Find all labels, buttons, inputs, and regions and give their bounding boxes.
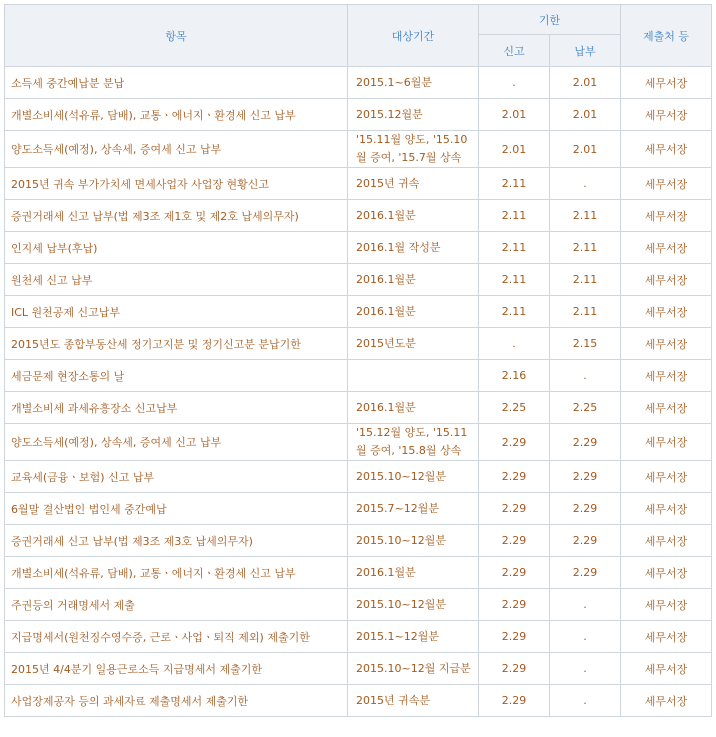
row-period: '15.12월 양도, '15.11월 증여, '15.8월 상속 [348, 424, 479, 461]
table-row [5, 360, 712, 392]
row-report-date: 2.29 [479, 493, 550, 525]
row-payment-date: . [550, 168, 621, 200]
row-report-date: 2.16 [479, 360, 550, 392]
table-row [5, 685, 712, 717]
row-payment-date: 2.25 [550, 392, 621, 424]
row-report-date: 2.01 [479, 99, 550, 131]
row-period: 2015.10~12월분 [348, 525, 479, 557]
row-item: 개별소비세(석유류, 담배), 교통ㆍ에너지ㆍ환경세 신고 납부 [5, 99, 348, 131]
table-row [5, 328, 712, 360]
row-period: 2015.12월분 [348, 99, 479, 131]
row-office: 세무서장 [621, 200, 712, 232]
row-report-date: 2.29 [479, 525, 550, 557]
row-payment-date: 2.11 [550, 232, 621, 264]
row-office: 세무서장 [621, 525, 712, 557]
row-period: 2015.10~12월 지급분 [348, 653, 479, 685]
row-payment-date: 2.01 [550, 131, 621, 168]
row-item: 지급명세서(원천징수영수증, 근로ㆍ사업ㆍ퇴직 제외) 제출기한 [5, 621, 348, 653]
table-row [5, 392, 712, 424]
row-period: 2015.1~6월분 [348, 67, 479, 99]
row-payment-date: 2.01 [550, 99, 621, 131]
row-office: 세무서장 [621, 131, 712, 168]
row-office: 세무서장 [621, 589, 712, 621]
table-row [5, 424, 712, 461]
row-report-date: 2.29 [479, 461, 550, 493]
row-report-date: 2.11 [479, 168, 550, 200]
table-row [5, 589, 712, 621]
row-period: 2015.10~12월분 [348, 589, 479, 621]
row-payment-date: . [550, 589, 621, 621]
row-payment-date: 2.11 [550, 264, 621, 296]
row-office: 세무서장 [621, 653, 712, 685]
row-item: 원천세 신고 납부 [5, 264, 348, 296]
row-payment-date: 2.11 [550, 200, 621, 232]
row-item: 주권등의 거래명세서 제출 [5, 589, 348, 621]
header-office: 제출처 등 [621, 5, 712, 67]
row-item: 2015년도 종합부동산세 정기고지분 및 정기신고분 분납기한 [5, 328, 348, 360]
table-row [5, 296, 712, 328]
row-report-date: 2.29 [479, 653, 550, 685]
row-report-date: 2.29 [479, 589, 550, 621]
table-row [5, 232, 712, 264]
table-row [5, 264, 712, 296]
row-office: 세무서장 [621, 621, 712, 653]
row-payment-date: 2.11 [550, 296, 621, 328]
row-period: 2015.7~12월분 [348, 493, 479, 525]
row-office: 세무서장 [621, 232, 712, 264]
table-row [5, 653, 712, 685]
row-item: 2015년 귀속 부가가치세 면세사업자 사업장 현황신고 [5, 168, 348, 200]
table-row [5, 493, 712, 525]
row-item: 양도소득세(예정), 상속세, 증여세 신고 납부 [5, 424, 348, 461]
header-report: 신고 [479, 35, 550, 67]
row-period: 2016.1월분 [348, 557, 479, 589]
table-row [5, 131, 712, 168]
row-item: 개별소비세 과세유흥장소 신고납부 [5, 392, 348, 424]
table-row [5, 200, 712, 232]
row-office: 세무서장 [621, 493, 712, 525]
row-payment-date: . [550, 621, 621, 653]
row-payment-date: 2.01 [550, 67, 621, 99]
row-payment-date: . [550, 360, 621, 392]
row-period: 2016.1월분 [348, 200, 479, 232]
row-item: 교육세(금융ㆍ보험) 신고 납부 [5, 461, 348, 493]
row-item: 개별소비세(석유류, 담배), 교통ㆍ에너지ㆍ환경세 신고 납부 [5, 557, 348, 589]
row-item: 양도소득세(예정), 상속세, 증여세 신고 납부 [5, 131, 348, 168]
row-period: '15.11월 양도, '15.10월 증여, '15.7월 상속 [348, 131, 479, 168]
header-payment: 납부 [550, 35, 621, 67]
row-item: 2015년 4/4분기 일용근로소득 지급명세서 제출기한 [5, 653, 348, 685]
table-row [5, 557, 712, 589]
table-row [5, 168, 712, 200]
row-office: 세무서장 [621, 168, 712, 200]
row-period: 2016.1월분 [348, 392, 479, 424]
row-item: 사업장제공자 등의 과세자료 제출명세서 제출기한 [5, 685, 348, 717]
row-item: 6월말 결산법인 법인세 중간예납 [5, 493, 348, 525]
table-row [5, 99, 712, 131]
row-item: 증권거래세 신고 납부(법 제3조 제1호 및 제2호 납세의무자) [5, 200, 348, 232]
row-payment-date: 2.29 [550, 461, 621, 493]
row-report-date: 2.25 [479, 392, 550, 424]
row-report-date: 2.11 [479, 264, 550, 296]
table-row [5, 461, 712, 493]
row-period: 2015.1~12월분 [348, 621, 479, 653]
header-period: 대상기간 [348, 5, 479, 67]
row-payment-date: 2.29 [550, 424, 621, 461]
row-report-date: 2.29 [479, 621, 550, 653]
row-item: 증권거래세 신고 납부(법 제3조 제3호 납세의무자) [5, 525, 348, 557]
row-item: 소득세 중간예납분 분납 [5, 67, 348, 99]
row-period: 2016.1월분 [348, 264, 479, 296]
row-payment-date: 2.29 [550, 557, 621, 589]
row-period: 2015년도분 [348, 328, 479, 360]
row-payment-date: 2.29 [550, 493, 621, 525]
row-office: 세무서장 [621, 392, 712, 424]
row-period [348, 360, 479, 392]
row-payment-date: 2.29 [550, 525, 621, 557]
table-row [5, 67, 712, 99]
row-payment-date: . [550, 685, 621, 717]
row-period: 2015년 귀속 [348, 168, 479, 200]
row-office: 세무서장 [621, 99, 712, 131]
row-item: ICL 원천공제 신고납부 [5, 296, 348, 328]
row-report-date: 2.29 [479, 557, 550, 589]
row-payment-date: . [550, 653, 621, 685]
row-report-date: . [479, 328, 550, 360]
tax-schedule-table [4, 4, 712, 717]
row-report-date: 2.11 [479, 232, 550, 264]
row-report-date: 2.29 [479, 685, 550, 717]
row-office: 세무서장 [621, 424, 712, 461]
row-period: 2015년 귀속분 [348, 685, 479, 717]
row-item: 세금문제 현장소통의 날 [5, 360, 348, 392]
row-report-date: 2.01 [479, 131, 550, 168]
table-row [5, 525, 712, 557]
row-office: 세무서장 [621, 360, 712, 392]
row-report-date: . [479, 67, 550, 99]
header-item: 항목 [5, 5, 348, 67]
row-period: 2016.1월 작성분 [348, 232, 479, 264]
row-office: 세무서장 [621, 67, 712, 99]
row-office: 세무서장 [621, 328, 712, 360]
row-office: 세무서장 [621, 461, 712, 493]
row-office: 세무서장 [621, 296, 712, 328]
row-report-date: 2.11 [479, 296, 550, 328]
row-office: 세무서장 [621, 685, 712, 717]
table-row [5, 621, 712, 653]
row-office: 세무서장 [621, 557, 712, 589]
row-period: 2016.1월분 [348, 296, 479, 328]
row-report-date: 2.29 [479, 424, 550, 461]
row-office: 세무서장 [621, 264, 712, 296]
header-deadline: 기한 [479, 5, 621, 35]
row-period: 2015.10~12월분 [348, 461, 479, 493]
row-payment-date: 2.15 [550, 328, 621, 360]
row-item: 인지세 납부(후납) [5, 232, 348, 264]
row-report-date: 2.11 [479, 200, 550, 232]
